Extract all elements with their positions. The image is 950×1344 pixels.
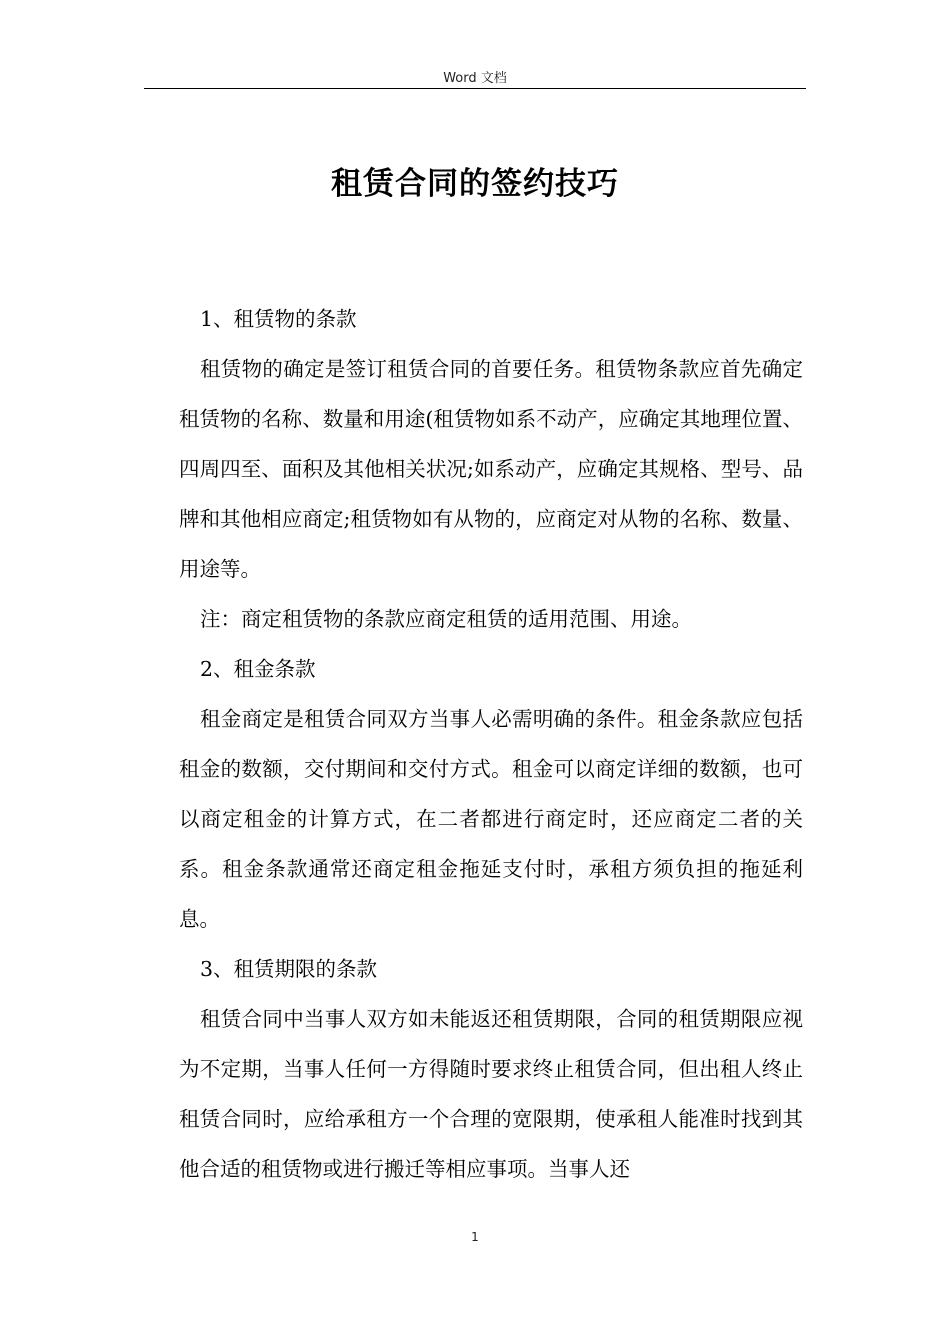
document-body xyxy=(179,294,803,1194)
paragraph-3: 租赁合同中当事人双方如未能返还租赁期限，合同的租赁期限应视为不定期，当事人任何一方得随时要求终止租赁合同，但出租人终止租赁合同时，应给承租方一个合理的宽限期，使承租人能准时找到其他合适的租赁物或进行搬迁等相应事项。当事人还 xyxy=(179,1007,803,1181)
document-title: 租赁合同的签约技巧 xyxy=(331,166,619,202)
section-heading-1: 1、租赁物的条款 xyxy=(200,307,357,331)
paragraph-2: 租金商定是租赁合同双方当事人必需明确的条件。租金条款应包括租金的数额，交付期间和交付方式。租金可以商定详细的数额，也可以商定租金的计算方式，在二者都进行商定时，还应商定二者的关系。租金条款通常还商定租金拖延支付时，承租方须负担的拖延利息。 xyxy=(179,707,803,931)
page-number: 1 xyxy=(471,1230,479,1244)
page-header: Word 文档 xyxy=(443,71,507,86)
section-heading-3: 3、租赁期限的条款 xyxy=(200,957,378,981)
header-divider xyxy=(144,88,806,89)
section-heading-2: 2、租金条款 xyxy=(200,657,316,681)
paragraph-1: 租赁物的确定是签订租赁合同的首要任务。租赁物条款应首先确定租赁物的名称、数量和用途(租赁物如系不动产，应确定其地理位置、四周四至、面积及其他相关状况;如系动产，应确定其规格、型号、品牌和其他相应商定;租赁物如有从物的，应商定对从物的名称、数量、用途等。 xyxy=(179,357,803,581)
note-paragraph: 注：商定租赁物的条款应商定租赁的适用范围、用途。 xyxy=(200,607,692,631)
